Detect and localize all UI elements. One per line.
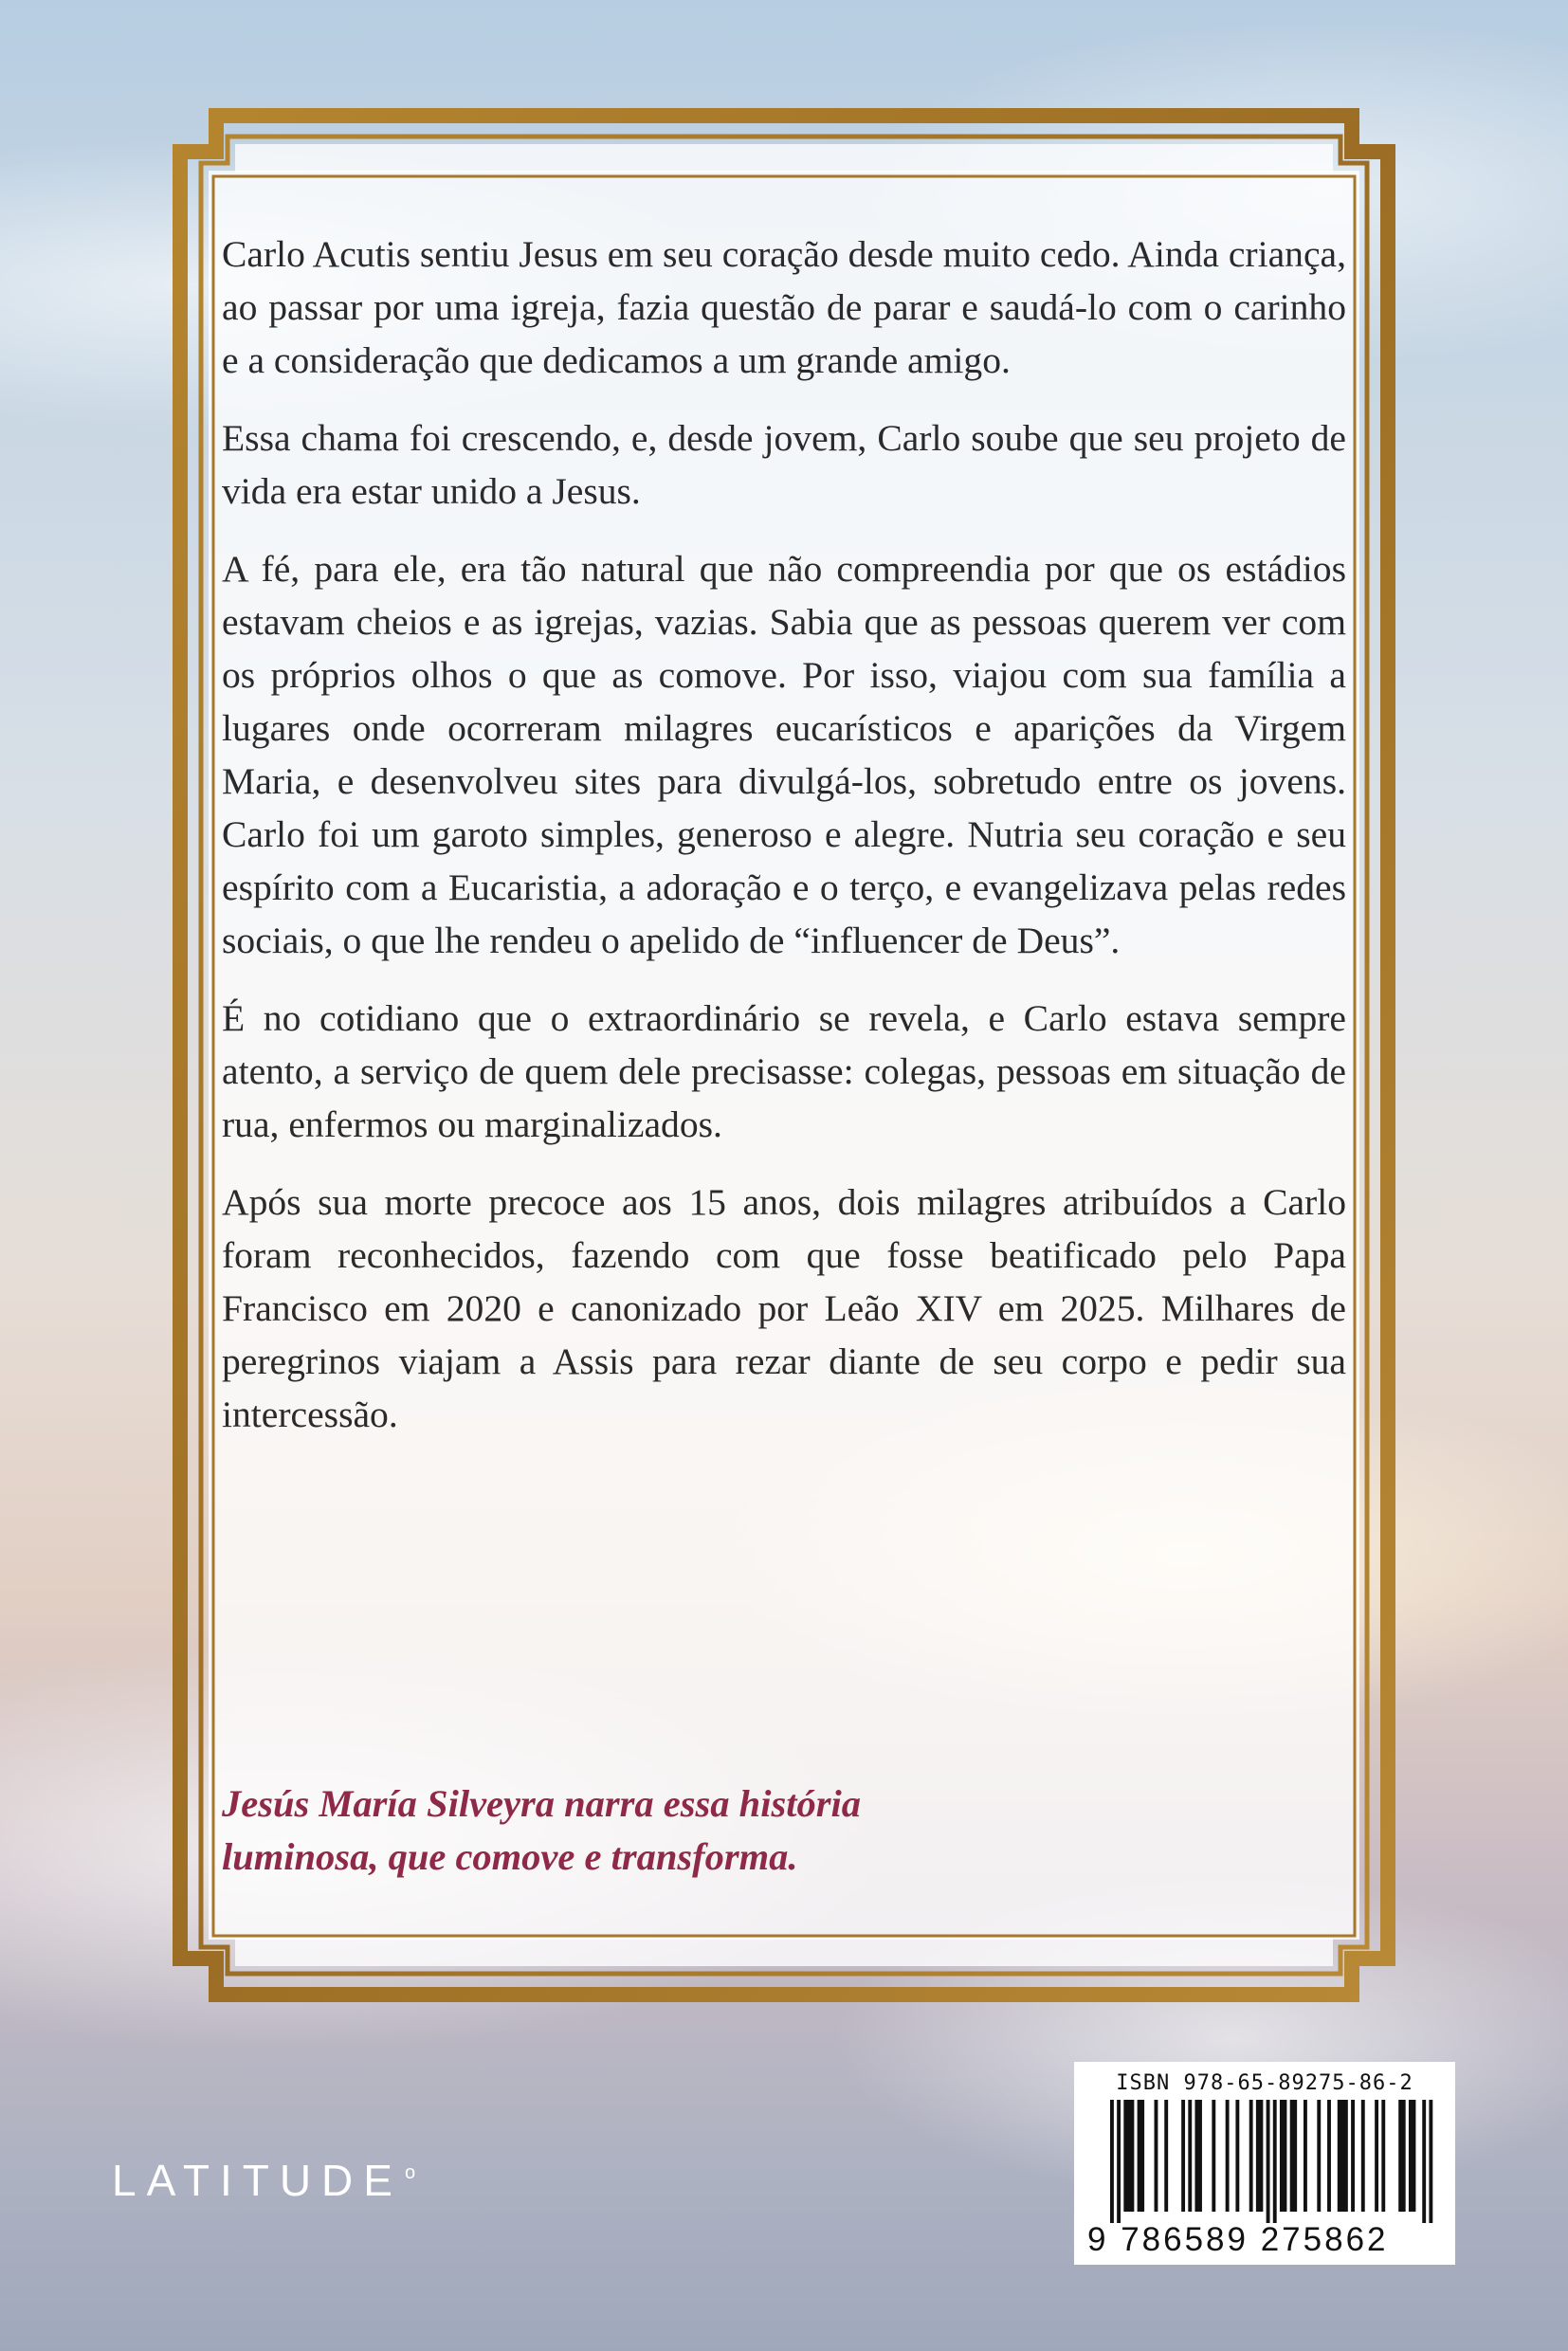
barcode-bar <box>1361 2100 1365 2212</box>
barcode-bar <box>1402 2100 1406 2212</box>
barcode-bar <box>1381 2100 1385 2212</box>
barcode-bar <box>1344 2100 1348 2212</box>
closing-line-1: Jesús María Silveyra narra essa história <box>222 1782 861 1825</box>
barcode-bars-icon <box>1089 2100 1440 2223</box>
barcode-bar <box>1422 2100 1426 2223</box>
barcode-bar <box>1340 2100 1344 2212</box>
barcode-bar <box>1140 2100 1144 2212</box>
barcode-bar <box>1317 2100 1321 2212</box>
barcode-bar <box>1188 2100 1192 2212</box>
barcode-box <box>1074 2062 1455 2265</box>
barcode-bar <box>1284 2100 1287 2212</box>
publisher-name: LATITUDE <box>112 2156 403 2205</box>
barcode-bar <box>1267 2100 1270 2223</box>
barcode-bar <box>1304 2100 1307 2212</box>
barcode-bar <box>1338 2100 1341 2212</box>
barcode-bar <box>1256 2100 1260 2212</box>
barcode-bar <box>1164 2100 1168 2212</box>
publisher-logo <box>112 2144 416 2205</box>
paragraph-4: É no cotidiano que o extraordinário se revela, e Carlo estava sempre atento, a serviço de quem dele precisasse: colegas, pessoas em situação de rua, enfermos ou marginalizados. <box>222 997 1346 1145</box>
barcode-bar <box>1249 2100 1253 2212</box>
barcode-bar <box>1155 2100 1158 2212</box>
ean-digits: 9 786589 275862 <box>1087 2221 1389 2258</box>
closing-line-2: luminosa, que comove e transforma. <box>222 1835 798 1878</box>
paragraph-1: Carlo Acutis sentiu Jesus em seu coração desde muito cedo. Ainda criança, ao passar por uma igreja, fazia questão de parar e saudá-lo com o carinho e a consideração que dedicamos a um grande amigo. <box>222 233 1346 381</box>
barcode-bar <box>1259 2100 1263 2212</box>
paragraph-2: Essa chama foi crescendo, e, desde jovem, Carlo soube que seu projeto de vida era estar unido a Jesus. <box>222 417 1346 512</box>
closing-tagline <box>222 1777 1346 1884</box>
barcode-bar <box>1413 2100 1416 2212</box>
barcode-bar <box>1375 2100 1378 2212</box>
paragraph-5: Após sua morte precoce aos 15 anos, dois milagres atribuídos a Carlo foram reconhecidos, fazendo com que fosse beatificado pelo Papa Francisco em 2020 e canonizado por Leão XIV em 2025. Milhares de peregrinos viajam a Assis para rezar diante de seu corpo e pedir sua intercessão. <box>222 1181 1346 1435</box>
barcode-bar <box>1194 2100 1198 2212</box>
isbn-label: ISBN 978-65-89275-86-2 <box>1116 2071 1413 2095</box>
barcode-bar <box>1273 2100 1277 2223</box>
barcode-bar <box>1398 2100 1402 2212</box>
publisher-mark-icon: o <box>404 2162 416 2183</box>
barcode-bar <box>1235 2100 1239 2212</box>
barcode-bar <box>1198 2100 1202 2212</box>
paragraph-3: A fé, para ele, era tão natural que não compreendia por que os estádios estavam cheios e as igrejas, vazias. Sabia que as pessoas querem ver com os próprios olhos o que as comove. Por isso, viajou com sua família a lugares onde ocorreram milagres eucarísticos e aparições da Virgem Maria, e desenvolveu sites para divulgá-los, sobretudo entre os jovens. Carlo foi um garoto simples, generoso e alegre. Nutria seu coração e seu espírito com a Eucaristia, a adoração e o terço, e evangelizava pelas redes sociais, o que lhe rendeu o apelido de “influencer de Deus”. <box>222 548 1346 961</box>
barcode-bar <box>1226 2100 1230 2212</box>
barcode-bar <box>1351 2100 1355 2212</box>
barcode-bar <box>1293 2100 1297 2212</box>
barcode-bar <box>1327 2100 1331 2212</box>
back-cover-synopsis <box>222 228 1346 1466</box>
barcode-bar <box>1212 2100 1215 2212</box>
barcode-bar <box>1280 2100 1284 2212</box>
barcode-bar <box>1409 2100 1413 2212</box>
barcode-bar <box>1130 2100 1134 2212</box>
barcode-bar <box>1127 2100 1131 2212</box>
barcode-bar <box>1429 2100 1432 2223</box>
barcode-bar <box>1117 2100 1121 2223</box>
barcode-bar <box>1110 2100 1114 2223</box>
barcode-bar <box>1138 2100 1141 2212</box>
barcode-bar <box>1123 2100 1127 2212</box>
barcode-bar <box>1181 2100 1185 2212</box>
barcode-bar <box>1290 2100 1294 2212</box>
